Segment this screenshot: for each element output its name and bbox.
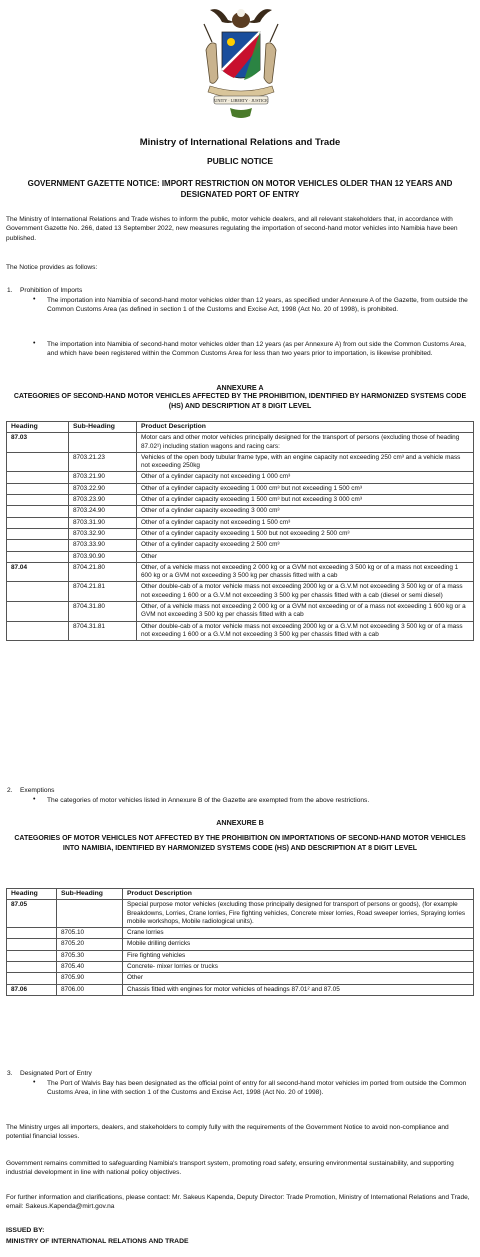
annexure-b-table [6, 888, 474, 996]
heading-cell [7, 540, 69, 551]
public-notice-label: PUBLIC NOTICE [206, 156, 274, 166]
description-cell: Other [123, 973, 474, 984]
table-row [7, 551, 474, 562]
subheading-cell: 8705.30 [57, 950, 123, 961]
bullet-icon: • [33, 1079, 36, 1086]
namibia-coat-of-arms-icon [200, 0, 282, 128]
description-cell: Other of a cylinder capacity not exceeding 1 000 cm³ [137, 472, 474, 483]
table-row [7, 950, 474, 961]
section-3-title: Designated Port of Entry [20, 1070, 92, 1077]
column-header-description: Product Description [137, 422, 474, 433]
table-row [7, 472, 474, 483]
description-cell: Concrete- mixer lorries or trucks [123, 962, 474, 973]
table-row [7, 900, 474, 928]
section-1-title: Prohibition of Imports [20, 287, 83, 294]
table-row [7, 495, 474, 506]
heading-cell: 87.06 [7, 984, 57, 995]
description-cell: Other, of a vehicle mass not exceeding 2 000 kg or a GVM not exceeding or of a mass not exceeding 1 600 kg or a GVM not exceeding 3 500 kg per chassis fitted with a cab [137, 602, 474, 622]
issued-by-ministry: MINISTRY OF INTERNATIONAL RELATIONS AND TRADE [6, 1238, 189, 1245]
table-row [7, 452, 474, 472]
subheading-cell: 8705.40 [57, 962, 123, 973]
subheading-cell: 8705.90 [57, 973, 123, 984]
subheading-cell [69, 433, 137, 453]
heading-cell [7, 973, 57, 984]
svg-text:UNITY · LIBERTY · JUSTICE: UNITY · LIBERTY · JUSTICE [214, 98, 268, 103]
heading-cell: 87.05 [7, 900, 57, 928]
heading-cell [7, 517, 69, 528]
column-header-subheading: Sub-Heading [69, 422, 137, 433]
bullet-icon: • [33, 296, 36, 303]
table-row [7, 562, 474, 582]
table-row [7, 517, 474, 528]
section-2-title: Exemptions [20, 787, 55, 794]
subheading-cell: 8703.24.90 [69, 506, 137, 517]
issued-by-label: ISSUED BY: [6, 1227, 45, 1234]
column-header-heading: Heading [7, 889, 57, 900]
section-1-bullet-1: The importation into Namibia of second-hand motor vehicles older than 12 years, as specified under Annexure A of the Gazette, from outside the Common Customs Area (as defined in section 1 of the Customs and Excise Act, 1998 (Act No. 20 of 1998), is prohibited. [47, 297, 468, 314]
section-1-number: 1. [7, 287, 13, 294]
subheading-cell: 8705.10 [57, 928, 123, 939]
heading-cell [7, 483, 69, 494]
column-header-subheading: Sub-Heading [57, 889, 123, 900]
description-cell: Other of a cylinder capacity exceeding 1 500 but not exceeding 2 500 cm³ [137, 528, 474, 539]
description-cell: Other of a cylinder capacity not exceeding 1 500 cm³ [137, 517, 474, 528]
subheading-cell: 8703.32.90 [69, 528, 137, 539]
subheading-cell: 8705.20 [57, 939, 123, 950]
subheading-cell: 8703.21.23 [69, 452, 137, 472]
subheading-cell: 8704.31.80 [69, 602, 137, 622]
heading-cell [7, 582, 69, 602]
description-cell: Fire fighting vehicles [123, 950, 474, 961]
section-3-bullet: The Port of Walvis Bay has been designated as the official point of entry for all second-hand motor vehicles im ported from outside the Common Customs Area, in line with section 1 of the Customs and Excise Act, 1998 (Act No. 20 of 1998). [47, 1080, 467, 1097]
subheading-cell: 8703.22.90 [69, 483, 137, 494]
table-row [7, 962, 474, 973]
table-row [7, 540, 474, 551]
heading-cell [7, 962, 57, 973]
notice-follows-text: The Notice provides as follows: [6, 264, 98, 271]
description-cell: Other, of a vehicle mass not exceeding 2 000 kg or a GVM not exceeding 3 500 kg or of a mass not exceeding 1 600 kg or a GVM not exceeding 3 500 kg per chassis fitted with a cab [137, 562, 474, 582]
heading-cell: 87.03 [7, 433, 69, 453]
heading-cell: 87.04 [7, 562, 69, 582]
description-cell: Other of a cylinder capacity exceeding 2 500 cm³ [137, 540, 474, 551]
heading-cell [7, 452, 69, 472]
bullet-icon: • [33, 340, 36, 347]
subheading-cell: 8703.21.90 [69, 472, 137, 483]
intro-paragraph: The Ministry of International Relations and Trade wishes to inform the public, motor vehicle dealers, and all relevant stakeholders that, in accordance with Government Gazette No. 266, dated 13 September 2022, new measures regulating the importation of second-hand motor vehicles into Namibia have been published. [6, 216, 458, 242]
contact-paragraph: For further information and clarifications, please contact: Mr. Sakeus Kapenda, Deputy Director: Trade Promotion, Ministry of International Relations and Trade, email: Sakeus.Kapenda@mirt.gov.na [6, 1194, 470, 1211]
description-cell: Vehicles of the open body tubular frame type, with an engine capacity not exceeding 250 cm³ and a vehicle mass not exceeding 250kg [137, 452, 474, 472]
column-header-heading: Heading [7, 422, 69, 433]
annexure-a-heading: ANNEXURE A [216, 383, 264, 392]
table-row [7, 984, 474, 995]
subheading-cell: 8703.90.90 [69, 551, 137, 562]
description-cell: Mobile drilling derricks [123, 939, 474, 950]
section-2-bullet: The categories of motor vehicles listed in Annexure B of the Gazette are exempted from the above restrictions. [47, 797, 370, 804]
description-cell: Other of a cylinder capacity exceeding 1 500 cm³ but not exceeding 3 000 cm³ [137, 495, 474, 506]
subheading-cell: 8704.31.81 [69, 621, 137, 641]
table-header-row [7, 889, 474, 900]
description-cell: Other double-cab of a motor vehicle mass not exceeding 2000 kg or a G.V.M not exceeding 3 500 kg or of a mass not exceeding 1 600 or a G.V.M not exceeding 3 500 kg per chassis fitted with a cab [137, 621, 474, 641]
table-row [7, 928, 474, 939]
description-cell: Other of a cylinder capacity exceeding 3 000 cm³ [137, 506, 474, 517]
closing-paragraph-2: Government remains committed to safeguarding Namibia's transport system, promoting road safety, ensuring environmental sustainability, and supporting industrial development in line with national policy objectives. [6, 1160, 454, 1177]
annexure-a-table [6, 421, 474, 641]
table-row [7, 582, 474, 602]
heading-cell [7, 551, 69, 562]
table-row [7, 621, 474, 641]
table-row [7, 973, 474, 984]
ministry-name: Ministry of International Relations and Trade [139, 137, 341, 148]
description-cell: Special purpose motor vehicles (excluding those principally designed for transport of persons or goods), (for example Breakdowns, Lorries, Crane lorries, Fire fighting vehicles, Concrete mixer lorries, Road sweeper lorries, Spraying lorries mobile workshops, Mobile radiological units). [123, 900, 474, 928]
heading-cell [7, 528, 69, 539]
subheading-cell: 8703.31.90 [69, 517, 137, 528]
subheading-cell: 8706.00 [57, 984, 123, 995]
annexure-b-heading: ANNEXURE B [216, 818, 264, 827]
subheading-cell [57, 900, 123, 928]
description-cell: Motor cars and other motor vehicles principally designed for the transport of persons (excluding those of heading 87.02¹) including station wagons and racing cars: [137, 433, 474, 453]
table-row [7, 483, 474, 494]
heading-cell [7, 495, 69, 506]
section-1-bullet-2: The importation into Namibia of second-hand motor vehicles older than 12 years (as per Annexure A) from out side the Common Customs Area, and which have been registered within the Common Customs Area for less than two years prior to importation, is likewise prohibited. [47, 341, 466, 358]
subheading-cell: 8704.21.80 [69, 562, 137, 582]
section-2-number: 2. [7, 787, 13, 794]
table-row [7, 602, 474, 622]
subheading-cell: 8704.21.81 [69, 582, 137, 602]
description-cell: Crane lorries [123, 928, 474, 939]
heading-cell [7, 472, 69, 483]
subheading-cell: 8703.23.90 [69, 495, 137, 506]
heading-cell [7, 928, 57, 939]
annexure-a-caption: CATEGORIES OF SECOND-HAND MOTOR VEHICLES AFFECTED BY THE PROHIBITION, IDENTIFIED BY HARMONIZED SYSTEMS CODE (HS) AND DESCRIPTION AT 8 DIGIT LEVEL [13, 393, 467, 410]
description-cell: Other double-cab of a motor vehicle mass not exceeding 2000 kg or a G.V.M not exceeding 3 500 kg or of a mass not exceeding 1 600 or a G.V.M not exceeding 3 500 kg per chassis fitted with a cab (diesel or semi diesel) [137, 582, 474, 602]
description-cell: Other [137, 551, 474, 562]
annexure-b-caption: CATEGORIES OF MOTOR VEHICLES NOT AFFECTED BY THE PROHIBITION ON IMPORTATIONS OF SECOND-HAND MOTOR VEHICLES INTO NAMIBIA, IDENTIFIED BY HARMONIZED SYSTEMS CODE (HS) AND DESCRIPTION AT 8 DIGIT LEVEL [14, 835, 466, 852]
table-row [7, 433, 474, 453]
heading-cell [7, 602, 69, 622]
description-cell: Other of a cylinder capacity exceeding 1 000 cm³ but not exceeding 1 500 cm³ [137, 483, 474, 494]
closing-paragraph-1: The Ministry urges all importers, dealers, and stakeholders to comply fully with the requirements of the Government Notice to avoid non-compliance and potential financial losses. [6, 1124, 449, 1141]
subheading-cell: 8703.33.90 [69, 540, 137, 551]
notice-title: GOVERNMENT GAZETTE NOTICE: IMPORT RESTRICTION ON MOTOR VEHICLES OLDER THAN 12 YEARS AND DESIGNATED PORT OF ENTRY [27, 179, 453, 199]
bullet-icon: • [33, 796, 36, 803]
table-row [7, 528, 474, 539]
table-row [7, 506, 474, 517]
heading-cell [7, 939, 57, 950]
table-row [7, 939, 474, 950]
description-cell: Chassis fitted with engines for motor vehicles of headings 87.01² and 87.05 [123, 984, 474, 995]
column-header-description: Product Description [123, 889, 474, 900]
table-header-row [7, 422, 474, 433]
heading-cell [7, 621, 69, 641]
heading-cell [7, 950, 57, 961]
heading-cell [7, 506, 69, 517]
section-3-number: 3. [7, 1070, 13, 1077]
